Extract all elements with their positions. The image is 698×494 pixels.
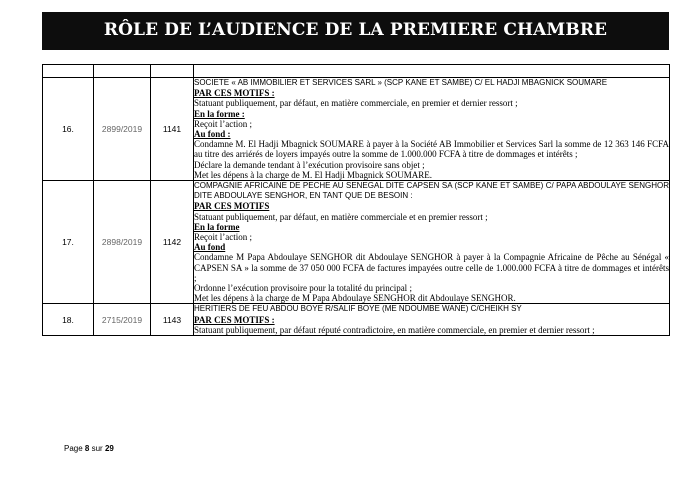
- case-parties: COMPAGNIE AFRICAINE DE PECHE AU SENEGAL DITE CAPSEN SA (SCP KANE ET SAMBE) C/ PAPA ABDOULAYE SENGHOR DITE ABDOULAYE SENGHOR, EN TANT QUE DE BESOIN :: [194, 181, 669, 201]
- fond-line: Déclare la demande tendant à l’exécution provisoire sans objet ;: [194, 159, 425, 170]
- empty-cell: [151, 65, 194, 78]
- case-number: 16.: [43, 78, 94, 181]
- page-total: 29: [104, 444, 114, 453]
- forme-heading: En la forme: [194, 221, 240, 232]
- forme-text: Reçoit l’action ;: [194, 232, 252, 243]
- page-title: RÔLE DE L’AUDIENCE DE LA PREMIERE CHAMBRE: [42, 12, 669, 50]
- case-number: 18.: [43, 304, 94, 336]
- motifs-text: Statuant publiquement, par défaut, en matière commerciale, en premier et dernier ressort ;: [194, 98, 518, 109]
- forme-text: Reçoit l’action ;: [194, 118, 252, 129]
- fond-line: Met les dépens à la charge de M Papa Abdoulaye SENGHOR dit Abdoulaye SENGHOR.: [194, 293, 516, 304]
- motifs-heading: PAR CES MOTIFS: [194, 201, 270, 212]
- decision-number: 1142: [151, 181, 194, 304]
- decision-number: 1141: [151, 78, 194, 181]
- page-of: sur: [91, 444, 103, 453]
- page-word: Page: [64, 444, 83, 453]
- case-parties: SOCIETE « AB IMMOBILIER ET SERVICES SARL » (SCP KANE ET SAMBE) C/ EL HADJI MBAGNICK SOUMARE: [194, 78, 608, 87]
- fond-heading: Au fond :: [194, 129, 231, 140]
- case-reference: 2899/2019: [94, 78, 151, 181]
- fond-line: Met les dépens à la charge de M. El Hadji Mbagnick SOUMARE.: [194, 169, 433, 180]
- empty-cell: [194, 65, 670, 78]
- audience-roll-table: [42, 64, 670, 336]
- motifs-heading: PAR CES MOTIFS :: [194, 314, 275, 325]
- decision-number: 1143: [151, 304, 194, 336]
- table-row: [43, 181, 670, 304]
- motifs-text: Statuant publiquement, par défaut réputé contradictoire, en matière commerciale, en premier et dernier ressort ;: [194, 324, 595, 335]
- fond-heading: Au fond: [194, 242, 226, 253]
- page-current: 8: [84, 444, 90, 453]
- empty-cell: [43, 65, 94, 78]
- table-row: [43, 78, 670, 181]
- fond-line: Condamne M Papa Abdoulaye SENGHOR dit Abdoulaye SENGHOR à payer à la Compagnie Africaine de Pêche au Sénégal « CAPSEN SA » la somme de 37 050 000 FCFA de factures impayées outre celle de 1.000.000 FCFA à titre de dommages et intérêts ;: [194, 252, 669, 283]
- case-number: 17.: [43, 181, 94, 304]
- case-reference: 2715/2019: [94, 304, 151, 336]
- empty-cell: [94, 65, 151, 78]
- case-body: [194, 304, 670, 336]
- fond-line: Condamne M. El Hadji Mbagnick SOUMARE à payer à la Société AB Immobilier et Services Sarl la somme de 12 363 146 FCFA au titre des arriérés de loyers impayés outre la somme de 1.000.000 FCFA à titre de dommages et intérêts ;: [194, 139, 669, 160]
- table-spacer-row: [43, 65, 670, 78]
- case-reference: 2898/2019: [94, 181, 151, 304]
- forme-heading: En la forme :: [194, 108, 245, 119]
- motifs-heading: PAR CES MOTIFS :: [194, 88, 275, 99]
- fond-line: Ordonne l’exécution provisoire pour la totalité du principal ;: [194, 283, 412, 294]
- motifs-text: Statuant publiquement, par défaut, en matière commerciale et en premier ressort ;: [194, 211, 488, 222]
- case-body: [194, 181, 670, 304]
- case-parties: HERITIERS DE FEU ABDOU BOYE R/SALIF BOYE (ME NDOUMBE WANE) C/CHEIKH SY: [194, 304, 522, 314]
- page-footer: [64, 444, 114, 453]
- case-body: [194, 78, 670, 181]
- table-row: [43, 304, 670, 336]
